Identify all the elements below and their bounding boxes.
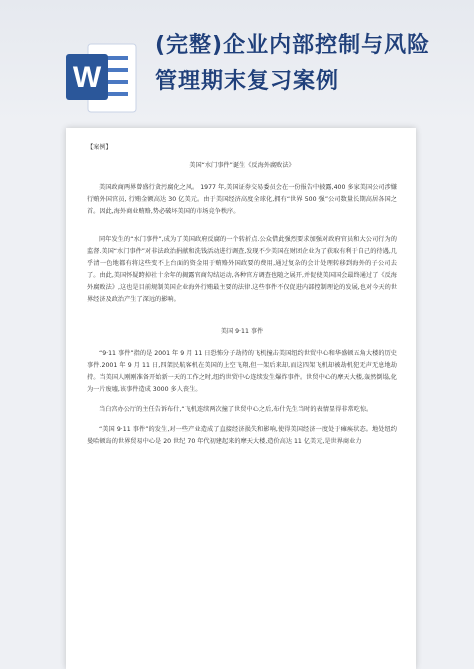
document-page-preview[interactable]	[66, 128, 416, 669]
page-content	[87, 142, 397, 456]
paragraph: 当白宫办公厅的主任告诉布什,“飞机连续两次撞了世贸中心之后,布什先生当时的表情显得非常吃惊。	[99, 406, 373, 413]
document-title-line-2: 管理期末复习案例	[155, 69, 340, 94]
section-title-911: 美国 9·11 事件	[220, 328, 264, 335]
document-title-line-1: (完整)企业内部控制与风险	[155, 33, 431, 58]
paragraph: “9·11 事件”指的是 2001 年 9 月 11 日恐怖分子劫持的飞机撞击美国纽约世贸中心和华盛顿五角大楼的历史事件.2001 年 9 月 11 日,四架民航客机在美国的上空飞翔,但一架后来却,而这四架飞机却被劫机犯无声无息地劫持。当美国人刚刚准备开始新一天的工作之时,纽约世贸中心连续发生爆炸事件。世贸中心的摩天大楼,轰然倒塌,化为一片废墟,该事件造成 3000 多人丧生。	[87, 350, 397, 393]
paragraph: “美国 9·11 事件”的发生,对一些产业造成了直接经济损失和影响,使得美国经济一度处于瘫痪状态。地处纽约曼哈顿岛的世界贸易中心是 20 世纪 70 年代初建起来的摩天大楼,造价高达 11 亿美元,是世界商业力	[87, 426, 397, 445]
word-doc-icon	[62, 38, 142, 118]
document-header	[0, 0, 474, 125]
paragraph: 同年发生的“水门事件”,成为了美国政府反腐的一个转折点.公众借此强烈要求加强对政府官员和大公司行为的监督.美国“水门事件”对非法政治捐献和洗钱活动进行调查,发现不少美国在财团企业为了获取有利于自己的待遇,几乎清一色地都有将这些变不上台面的资金用于贿赂外国政要的费用,通过复杂的会计处理转移到海外的子公司去了。由此,美国怀疑跨掉社十余年的揭露官商勾结运动,各种官方调查也随之展开,并促使美国国会最终通过了《反海外腐败法》,这也是目前规制美国企业海外行贿最主要的法律.这些事件不仅促进内部控制理论的发展,也对今天的世界经济及政治产生了深远的影响。	[87, 236, 397, 303]
paragraph: 美国政商两界曾盛行贪污腐化之风。 1977 年,美国证券交易委员会在一份报告中披露,400 多家美国公司涉嫌行贿外国官员, 行贿金额高达 30 亿美元。由于美国经济高度全球化,拥有“世界 500 强”公司数量长期高居各国之首。因此,海外商业贿赂,势必破坏美国的市场竞争秩序。	[87, 184, 397, 215]
svg-text:W: W	[72, 61, 102, 94]
case-tag: 【案例】	[87, 144, 112, 151]
document-title	[155, 28, 455, 100]
section-title-watergate: 美国“水门事件”诞生《反海外腐败法》	[189, 162, 295, 169]
